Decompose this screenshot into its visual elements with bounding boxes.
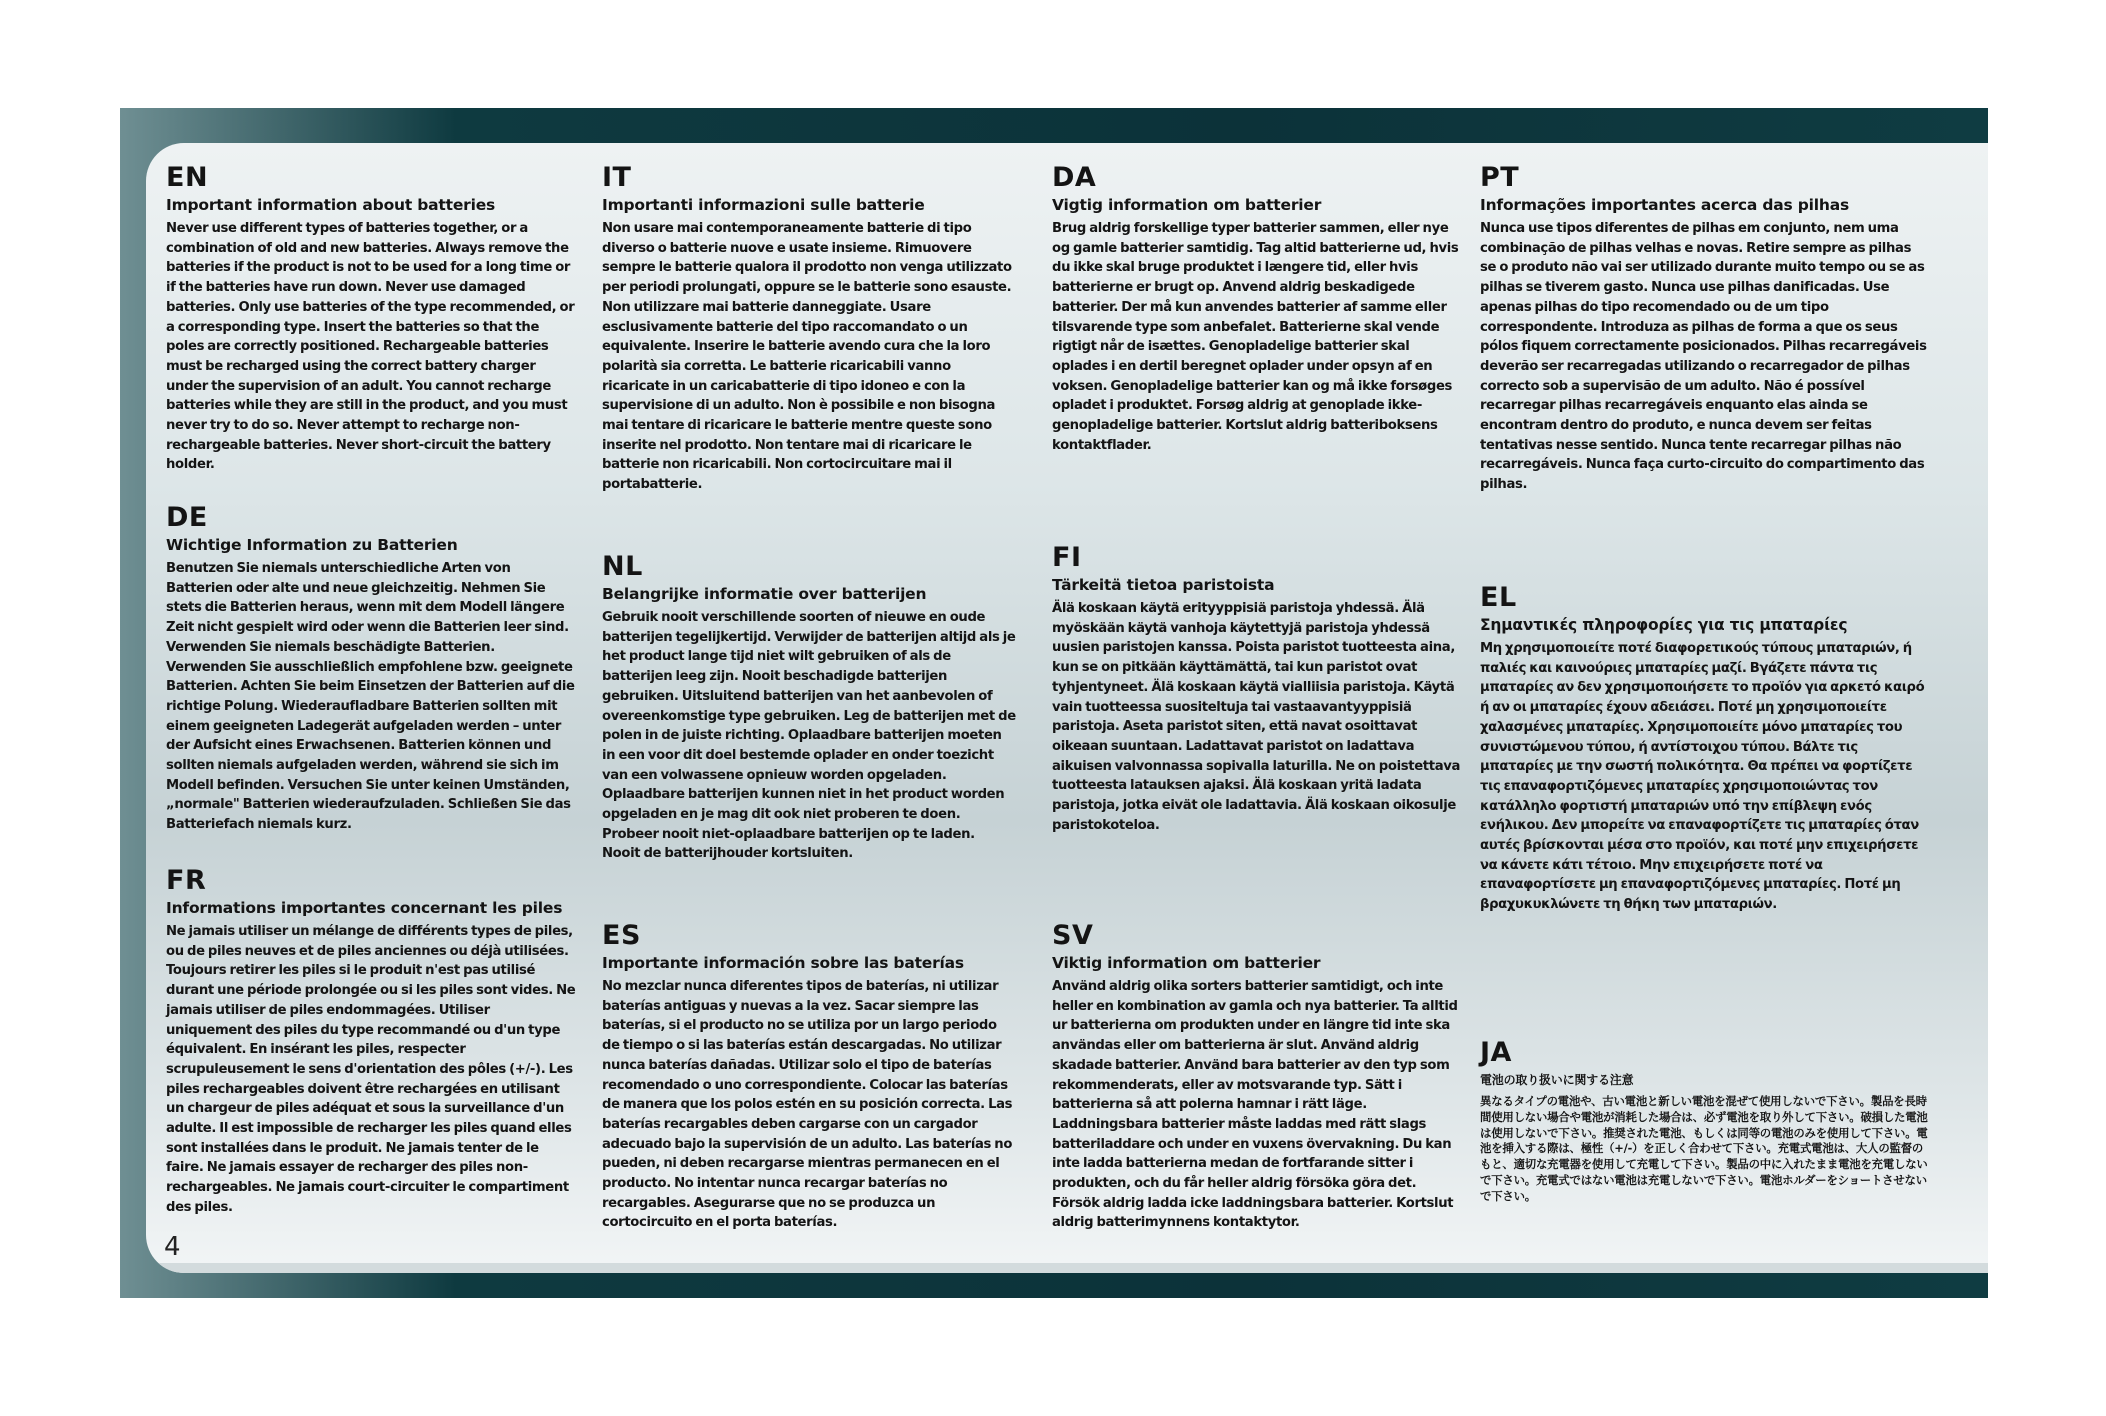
section-code: JA: [1480, 1037, 1512, 1068]
section-body: No mezclar nunca diferentes tipos de baterías, ni utilizar baterías antiguas y nuevas a la vez. Sacar siempre las baterías, si el producto no se utiliza por un largo periodo de tiempo o si las baterías están descargadas. No utilizar nunca baterías dañadas. Utilizar solo el tipo de baterías recomendado o uno correspondiente. Colocar las baterías de manera que los polos estén en su posición correcta. Las baterías recargables deben cargarse con un cargador adecuado bajo la supervisión de un adulto. Las baterías no pueden, ni deben recargarse mientras permanecen en el producto. No intentar nunca recargar baterías no recargables. Asegurarse que no se produzca un cortocircuito en el porta baterías.: [602, 979, 1013, 1231]
section-fi: [1052, 543, 1466, 835]
section-code: EL: [1480, 582, 1517, 613]
section-code: FI: [1052, 542, 1082, 573]
section-title: Tärkeitä tietoa paristoista: [1052, 576, 1275, 594]
section-title: Informations importantes concernant les piles: [166, 899, 563, 917]
section-body: Gebruik nooit verschillende soorten of nieuwe en oude batterijen tegelijkertijd. Verwijder de batterijen altijd als je het product lange tijd niet wilt gebruiken of als de batterijen leeg zijn. Nooit beschadigde batterijen gebruiken. Uitsluitend batterijen van het aanbevolen of overeenkomstige type gebruiken. Leg de batterijen met de polen in de juiste richting. Oplaadbare batterijen moeten in een voor dit doel bestemde oplader en onder toezicht van een volwassene opnieuw worden opgeladen. Oplaadbare batterijen kunnen niet in het product worden opgeladen en je mag dit ook niet proberen te doen. Probeer nooit niet-oplaadbare batterijen op te laden. Nooit de batterijhouder kortsluiten.: [602, 610, 1016, 862]
section-code: SV: [1052, 920, 1094, 951]
section-body: Never use different types of batteries together, or a combination of old and new batteries. Always remove the batteries if the product is not to be used for a long time or if the batteries have run down. Never use damaged batteries. Only use batteries of the type recommended, or a corresponding type. Insert the batteries so that the poles are correctly positioned. Rechargeable batteries must be recharged using the correct battery charger under the supervision of an adult. You cannot recharge batteries while they are still in the product, and you must never try to do so. Never attempt to recharge non-rechargeable batteries. Never short-circuit the battery holder.: [166, 221, 575, 473]
section-fr: [166, 866, 578, 1218]
section-nl: [602, 552, 1016, 864]
section-body: Nunca use tipos diferentes de pilhas em conjunto, nem uma combinação de pilhas velhas e novas. Retire sempre as pilhas se o produto não vai ser utilizado durante muito tempo ou se as pilhas se tiverem gasto. Nunca use pilhas danificadas. Use apenas pilhas do tipo recomendado ou de um tipo correspondente. Introduza as pilhas de forma a que os seus pólos fiquem correctamente posicionados. Pilhas recarregáveis deverão ser recarregadas utilizando o recarregador de pilhas correcto sob a supervisão de um adulto. Não é possível recarregar pilhas recarregáveis enquanto elas ainda se encontram dentro do produto, e nunca devem ser feitas tentativas nesse sentido. Nunca tente recarregar pilhas não recarregáveis. Nunca faça curto-circuito do compartimento das pilhas.: [1480, 221, 1927, 493]
section-body: Använd aldrig olika sorters batterier samtidigt, och inte heller en kombination av gamla och nya batterier. Ta alltid ur batterierna om produkten under en längre tid inte ska användas eller om batterierna är slut. Använd aldrig skadade batterier. Använd bara batterier av den typ som rekommenderats, eller av motsvarande typ. Sätt i batterierna så att polerna hamnar i rätt läge. Laddningsbara batterier måste laddas med rätt slags batteriladdare och under en vuxens övervakning. Du kan inte ladda batterierna medan de fortfarande sitter i produkten, och du får heller aldrig försöka göra det. Försök aldrig ladda icke laddningsbara batterier. Kortslut aldrig batterimynnens kontaktytor.: [1052, 979, 1458, 1231]
section-code: NL: [602, 551, 643, 582]
section-body: 異なるタイプの電池や、古い電池と新しい電池を混ぜて使用しないで下さい。製品を長時間使用しない場合や電池が消耗した場合は、必ず電池を取り外して下さい。破損した電池は使用しないで下さい。推奨された電池、もしくは同等の電池のみを使用して下さい。電池を挿入する際は、極性（+/-）を正しく合わせて下さい。充電式電池は、大人の監督のもと、適切な充電器を使用して充電して下さい。製品の中に入れたまま電池を充電しないで下さい。充電式ではない電池は充電しないで下さい。電池ホルダーをショートさせないで下さい。: [1480, 1094, 1928, 1203]
section-ja: [1480, 1038, 1930, 1205]
section-it: [602, 163, 1016, 495]
section-code: EN: [166, 162, 209, 193]
section-pt: [1480, 163, 1930, 495]
section-de: [166, 503, 578, 835]
section-code: DA: [1052, 162, 1097, 193]
section-es: [602, 921, 1016, 1233]
section-body: Non usare mai contemporaneamente batterie di tipo diverso o batterie nuove e usate insieme. Rimuovere sempre le batterie qualora il prodotto non venga utilizzato per periodi prolungati, oppure se le batterie sono esauste. Non utilizzare mai batterie danneggiate. Usare esclusivamente batterie del tipo raccomandato o un equivalente. Inserire le batterie avendo cura che la loro polarità sia corretta. Le batterie ricaricabili vanno ricaricate in un caricabatterie di tipo idoneo e con la supervisione di un adulto. Non è possibile e non bisogna mai tentare di ricaricare le batterie mentre queste sono inserite nel prodotto. Non tentare mai di ricaricare le batterie non ricaricabili. Non cortocircuitare mai il portabatterie.: [602, 221, 1012, 493]
section-title: Importante información sobre las baterías: [602, 954, 964, 972]
section-el: [1480, 583, 1930, 915]
section-da: [1052, 163, 1466, 455]
section-en: [166, 163, 578, 475]
section-title: Informações importantes acerca das pilhas: [1480, 196, 1849, 214]
section-sv: [1052, 921, 1466, 1233]
section-body: Benutzen Sie niemals unterschiedliche Arten von Batterien oder alte und neue gleichzeitig. Nehmen Sie stets die Batterien heraus, wenn mit dem Modell längere Zeit nicht gespielt wird oder wenn die Batterien leer sind. Verwenden Sie niemals beschädigte Batterien. Verwenden Sie ausschließlich empfohlene bzw. geeignete Batterien. Achten Sie beim Einsetzen der Batterien auf die richtige Polung. Wiederaufladbare Batterien sollten mit einem geeigneten Ladegerät aufgeladen werden – unter der Aufsicht eines Erwachsenen. Batterien können und sollten niemals aufgeladen werden, während sie sich im Modell befinden. Versuchen Sie unter keinen Umständen, „normale" Batterien wiederaufzuladen. Schließen Sie das Batteriefach niemals kurz.: [166, 561, 575, 833]
section-code: DE: [166, 502, 208, 533]
section-body: Brug aldrig forskellige typer batterier sammen, eller nye og gamle batterier samtidig. Tag altid batterierne ud, hvis du ikke skal bruge produktet i længere tid, eller hvis batterierne er brugt op. Anvend aldrig beskadigede batterier. Der må kun anvendes batterier af samme eller tilsvarende type som anbefalet. Batterierne skal vende rigtigt når de isættes. Genopladelige batterier skal oplades i en dertil beregnet oplader under opsyn af en voksen. Genopladelige batterier kan og må ikke forsøges opladet i produktet. Forsøg aldrig at genoplade ikke-genopladelige batterier. Kortslut aldrig batteriboksens kontaktflader.: [1052, 221, 1459, 453]
section-title: Importanti informazioni sulle batterie: [602, 196, 925, 214]
section-title: Wichtige Information zu Batterien: [166, 536, 458, 554]
section-title: Important information about batteries: [166, 196, 496, 214]
section-body: Μη χρησιμοποιείτε ποτέ διαφορετικούς τύπους μπαταριών, ή παλιές και καινούριες μπαταρίες μαζί. Βγάζετε πάντα τις μπαταρίες αν δεν χρησιμοποιήσετε το προϊόν για αρκετό καιρό ή αν οι μπαταρίες έχουν αδειάσει. Ποτέ μη χρησιμοποιείτε χαλασμένες μπαταρίες. Χρησιμοποιείτε μόνο μπαταρίες του συνιστώμενου τύπου, ή αντίστοιχου τύπου. Βάλτε τις μπαταρίες με την σωστή πολικότητα. Θα πρέπει να φορτίζετε τις επαναφορτιζόμενες μπαταρίες χρησιμοποιώντας τον κατάλληλο φορτιστή μπαταριών υπό την επίβλεψη ενός ενήλικου. Δεν μπορείτε να επαναφορτίζετε τις μπαταρίες όταν αυτές βρίσκονται μέσα στο προϊόν, και ποτέ μην επιχειρήσετε να κάνετε κάτι τέτοιο. Μην επιχειρήσετε ποτέ να επαναφορτίσετε μη επαναφορτιζόμενες μπαταρίες. Ποτέ μη βραχυκυκλώνετε τη θήκη των μπαταριών.: [1480, 641, 1925, 913]
section-title: Vigtig information om batterier: [1052, 196, 1322, 214]
section-title: Σημαντικές πληροφορίες για τις μπαταρίες: [1480, 616, 1848, 634]
section-title: 電池の取り扱いに関する注意: [1480, 1073, 1634, 1087]
section-code: PT: [1480, 162, 1520, 193]
page-number: 4: [164, 1232, 181, 1262]
section-body: Ne jamais utiliser un mélange de différents types de piles, ou de piles neuves et de piles anciennes ou déjà utilisées. Toujours retirer les piles si le produit n'est pas utilisé durant une période prolongée ou si les piles sont vides. Ne jamais utiliser de piles endommagées. Utiliser uniquement des piles du type recommandé ou d'un type équivalent. En insérant les piles, respecter scrupuleusement le sens d'orientation des pôles (+/-). Les piles rechargeables doivent être rechargées en utilisant un chargeur de piles adéquat et sous la surveillance d'un adulte. Il est impossible de recharger les piles quand elles sont installées dans le produit. Ne jamais tenter de le faire. Ne jamais essayer de recharger des piles non-rechargeables. Ne jamais court-circuiter le compartiment des piles.: [166, 924, 576, 1215]
section-title: Viktig information om batterier: [1052, 954, 1321, 972]
section-body: Älä koskaan käytä erityyppisiä paristoja yhdessä. Älä myöskään käytä vanhoja käytettyjä paristoja yhdessä uusien paristojen kanssa. Poista paristot tuotteesta aina, kun se on pitkään käyttämättä, tai kun paristot ovat tyhjentyneet. Älä koskaan käytä vialliisia paristoja. Käytä vain tuotteessa suositeltuja tai vastaavantyyppisiä paristoja. Aseta paristot siten, että navat osoittavat oikeaan suuntaan. Ladattavat paristot on ladattava aikuisen valvonnassa sopivalla laturilla. Ne on poistettava tuotteesta latauksen ajaksi. Älä koskaan yritä ladata paristoja, jotka eivät ole ladattavia. Älä koskaan oikosulje paristokoteloa.: [1052, 601, 1461, 833]
section-code: FR: [166, 865, 207, 896]
section-code: IT: [602, 162, 632, 193]
section-title: Belangrijke informatie over batterijen: [602, 585, 927, 603]
section-code: ES: [602, 920, 641, 951]
